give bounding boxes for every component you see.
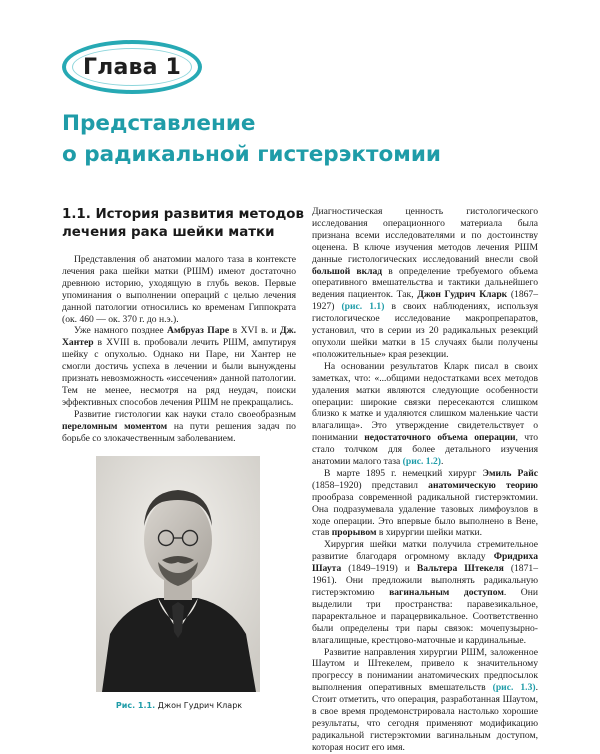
right-paragraph-5: Развитие направления хирургии РШМ, заложенное Шаутом и Штекелем, привело к значительному прогрессу в понимании анатомических предпосылок выполнения оперативных вмешательств (рис. 1.3). Стоит отметить, что операция, разработанная Шаутом, в свое время продемонстрировала настолько хорошие результаты, что сегодня применяют модификацию радикальной гистерэктомии вагинальным доступом, которая носит его имя.	[312, 646, 538, 753]
section-heading-line-2: лечения рака шейки матки	[62, 225, 275, 240]
emphasis: анатомическую теорию	[428, 479, 538, 491]
person-name: Вальтера Штекеля	[416, 563, 504, 575]
emphasis: недостаточного объема операции	[364, 432, 516, 444]
right-column	[312, 206, 538, 754]
emphasis: прорывом	[331, 527, 377, 539]
figure-reference[interactable]: (рис. 1.2)	[402, 456, 441, 468]
person-name: Эмиль Райс	[482, 467, 538, 479]
emphasis: переломным моментом	[62, 420, 168, 432]
right-paragraph-3: В марте 1895 г. немецкий хирург Эмиль Райс (1858–1920) представил анатомическую теорию прообраза современной радикальной гистерэктомии. Она подразумевала удаление тазовых лимфоузлов в ходе операции. Это впервые было выполнено в Вене, став прорывом в хирургии шейки матки.	[312, 467, 538, 539]
figure-reference[interactable]: (рис. 1.3)	[492, 682, 536, 694]
right-paragraph-2: На основании результатов Кларк писал в своих заметках, что: «...общими недостатками всех методов удаления матки являются следующие особенности операции: широкие связки пересекаются слишком близко к матке и удаляются слишком маленькие части влагалища». Это утверждение свидетельствует о понимании недостаточного объема операции, что стало толчком для более детального изучения анатомии малого таза (рис. 1.2).	[312, 360, 538, 468]
caption-number: Рис. 1.1.	[115, 701, 156, 710]
person-name: Джон Гудрич Кларк	[417, 289, 508, 301]
figure-caption	[62, 701, 296, 710]
emphasis: большой вклад	[312, 265, 383, 277]
left-paragraph-3: Развитие гистологии как науки стало своеобразным переломным моментом на пути решения задач по борьбе со злокачественным заболеванием.	[62, 408, 296, 444]
right-paragraph-4: Хирургия шейки матки получила стремительное развитие благодаря огромному вкладу Фридриха Шаута (1849–1919) и Вальтера Штекеля (1871–1961). Они предложили выполнять радикальную гистерэктомию вагинальным доступом. Они выделили три пространства: паравезикальное, параректальное и парацервикальное. Соответственно были определены три пары связок: мочепузырно-влагалищные, крестцово-маточные и кардинальные.	[312, 539, 538, 646]
right-paragraph-1: Диагностическая ценность гистологического исследования операционного материала была признана всеми исследователями и по достоинству оценена. В ключе изучения методов лечения РШМ данные гистологических исследований внесли свой большой вклад в определение требуемого объема оперативного вмешательства и тактики дальнейшего ведения пациенток. Так, Джон Гудрич Кларк (1867–1927) (рис. 1.1) в своих наблюдениях, используя гистологическое исследование макропрепаратов, установил, что в серии из 20 радикальных резекций опухоли шейки матки в 15 случаях были получены «положительные» края резекции.	[312, 206, 539, 360]
chapter-title-line-2: о радикальной гистерэктомии	[62, 142, 441, 167]
person-name: Амбруаз Паре	[167, 325, 230, 337]
caption-text: Джон Гудрич Кларк	[155, 701, 243, 710]
left-column	[62, 254, 296, 445]
section-heading-line-1: 1.1. История развития методов	[62, 207, 304, 222]
person-name: Фридриха Шаута	[312, 551, 538, 575]
section-heading	[62, 206, 302, 242]
portrait-photo	[96, 456, 260, 692]
left-paragraph-2: Уже намного позднее Амбруаз Паре в XVI в. и Дж. Хантер в XVIII в. пробовали лечить РШМ, ампутируя шейку с опухолью. Однако ни Паре, ни Хантер не смогли достичь успеха в лечении и были вынуждены признать невозможность «иссечения» данной патологии. Тем не менее, несмотря на ряд неудач, поиски эффективных способов лечения РШМ не прекращались.	[62, 325, 297, 408]
figure-reference[interactable]: (рис. 1.1)	[341, 301, 385, 313]
chapter-title-line-1: Представление	[62, 111, 256, 136]
chapter-title	[62, 108, 542, 170]
person-name: Дж. Хантер	[62, 325, 297, 349]
emphasis: вагинальным доступом	[389, 587, 504, 598]
chapter-label: Глава 1	[82, 54, 182, 80]
left-paragraph-1: Представления об анатомии малого таза в контексте лечения рака шейки матки (РШМ) имеют достаточно древнюю историю, уходящую в глубь веков. Первые упоминания о выполнении операций с целью лечения данной патологии относились ко временам Гиппократа (ок. 460 — ок. 370 г. до н.э.).	[62, 254, 296, 325]
